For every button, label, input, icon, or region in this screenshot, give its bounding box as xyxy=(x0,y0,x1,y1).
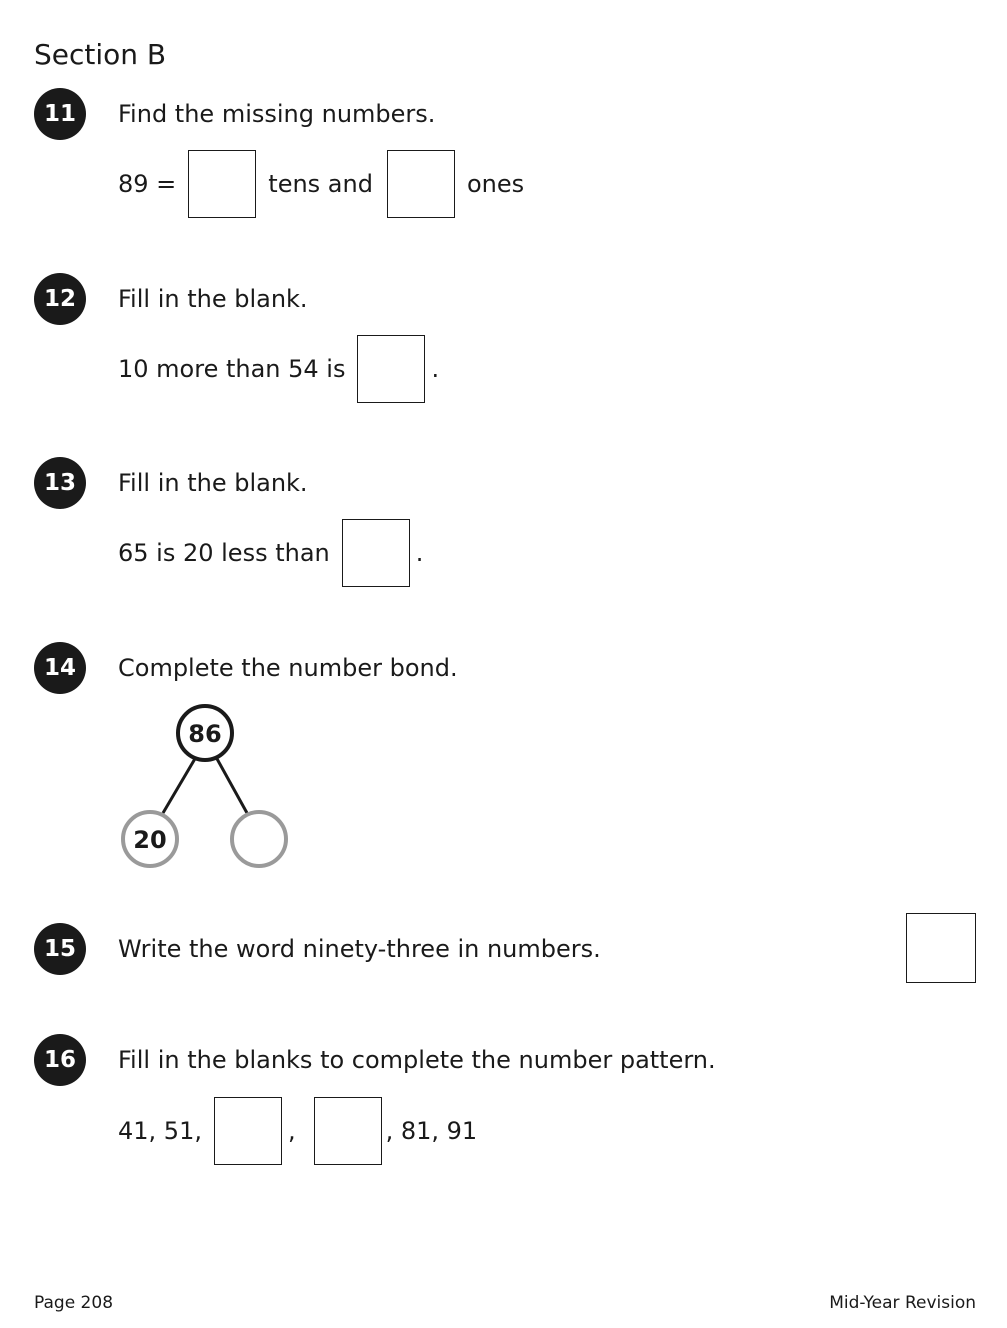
number-bond-diagram xyxy=(110,700,310,880)
q16-comma: , xyxy=(287,1117,296,1145)
question-16-prompt: Fill in the blanks to complete the number pattern. xyxy=(118,1046,716,1074)
q11-tail-text: ones xyxy=(466,170,525,198)
question-number-12: 12 xyxy=(34,273,86,325)
question-number-16: 16 xyxy=(34,1034,86,1086)
q15-answer-box[interactable] xyxy=(906,913,976,983)
question-number-15: 15 xyxy=(34,923,86,975)
q12-answer-box[interactable] xyxy=(357,335,425,403)
q11-ones-answer-box[interactable] xyxy=(387,150,455,218)
question-13-prompt: Fill in the blank. xyxy=(118,469,308,497)
section-title: Section B xyxy=(34,38,167,71)
q12-lead-text: 10 more than 54 is xyxy=(118,355,346,383)
q13-period: . xyxy=(415,539,424,567)
question-15-prompt: Write the word ninety-three in numbers. xyxy=(118,935,601,963)
question-13-sentence xyxy=(118,518,423,588)
footer-title: Mid-Year Revision xyxy=(829,1293,976,1313)
q11-tens-answer-box[interactable] xyxy=(188,150,256,218)
q11-mid-text: tens and xyxy=(268,170,373,198)
question-11-prompt: Find the missing numbers. xyxy=(118,100,436,128)
question-number-13: 13 xyxy=(34,457,86,509)
bond-line-left xyxy=(163,757,196,813)
bond-line-right xyxy=(216,757,247,813)
question-16-pattern xyxy=(118,1096,477,1166)
q16-answer-box-1[interactable] xyxy=(214,1097,282,1165)
q16-lead-text: 41, 51, xyxy=(118,1117,202,1145)
bond-whole-value: 86 xyxy=(188,720,222,748)
q13-lead-text: 65 is 20 less than xyxy=(118,539,330,567)
question-12-sentence xyxy=(118,334,439,404)
q12-period: . xyxy=(431,355,440,383)
q16-tail-text: , 81, 91 xyxy=(385,1117,478,1145)
question-11-equation xyxy=(118,149,524,219)
q11-lead-text: 89 = xyxy=(118,170,177,198)
footer-page-number: Page 208 xyxy=(34,1293,114,1313)
bond-part-missing-circle[interactable] xyxy=(232,812,286,866)
question-number-11: 11 xyxy=(34,88,86,140)
question-number-14: 14 xyxy=(34,642,86,694)
q16-answer-box-2[interactable] xyxy=(314,1097,382,1165)
question-14-prompt: Complete the number bond. xyxy=(118,654,458,682)
bond-part-known-value: 20 xyxy=(133,826,167,854)
q13-answer-box[interactable] xyxy=(342,519,410,587)
question-12-prompt: Fill in the blank. xyxy=(118,285,308,313)
